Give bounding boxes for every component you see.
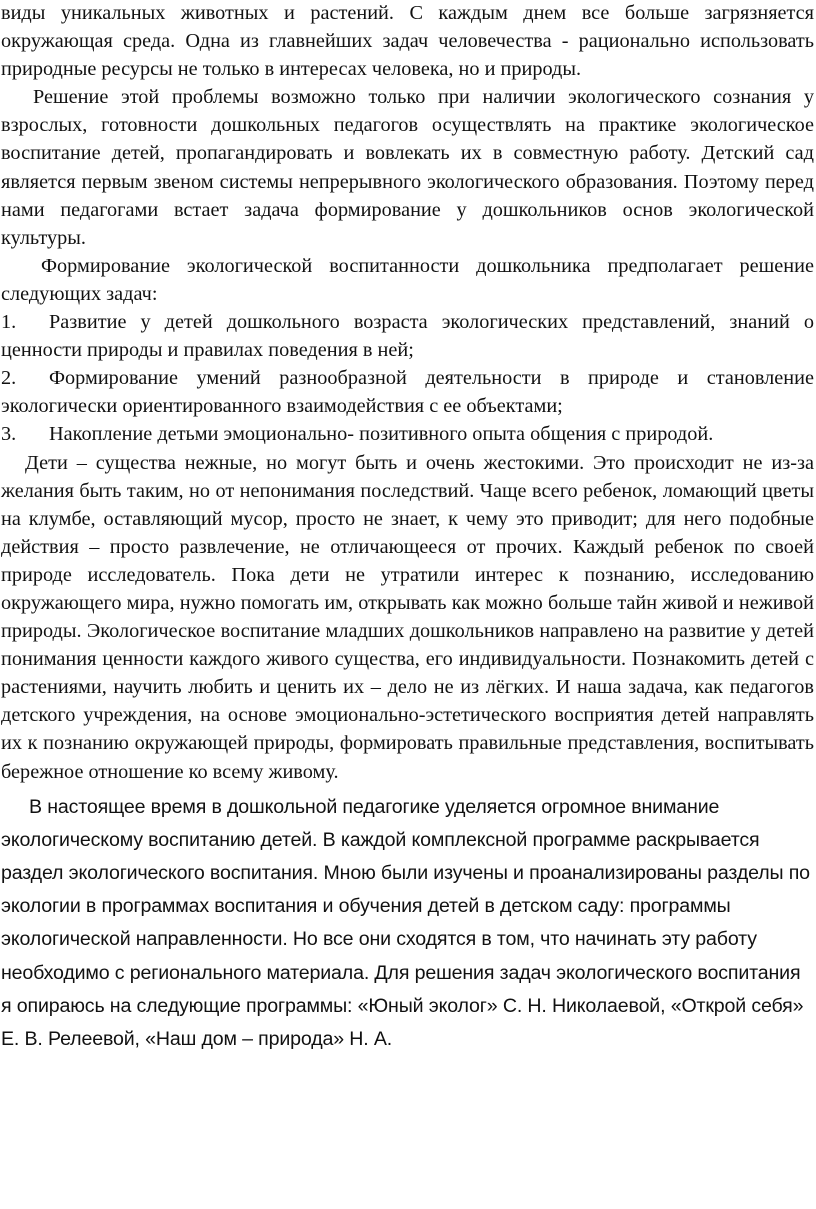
list-item-text: Формирование умений разнообразной деятельности в природе и становление экологически ориентированного взаимодействия с ее объектами; [1,367,814,418]
list-item-text: Накопление детьми эмоционально- позитивного опыта общения с природой. [49,423,714,446]
list-item-number: 2. [1,367,17,390]
paragraph-tasks-intro: Формирование экологической воспитанности дошкольника предполагает решение следующих задач: [1,254,814,305]
list-item-number: 3. [1,423,17,446]
paragraph-problem: Решение этой проблемы возможно только при наличии экологического сознания у взрослых, готовности дошкольных педагогов осуществлять на практике экологическое воспитание детей, пропагандировать и вовлекать их в совместную работу. Детский сад является первым звеном системы непрерывного экологического образования. Поэтому перед нами педагогами встает задача формирование у дошкольников основ экологической культуры. [1,86,814,249]
list-item [1,420,814,448]
paragraph-intro: виды уникальных животных и растений. С каждым днем все больше загрязняется окружающая среда. Одна из главнейших задач человечества - рационально использовать природные ресурсы не только в интересах человека, но и природы. [1,2,814,81]
list-item-number: 1. [1,311,17,334]
list-item [1,308,814,364]
paragraph-children: Дети – существа нежные, но могут быть и очень жестокими. Это происходит не из-за желания быть таким, но от непонимания последствий. Чаще всего ребенок, ломающий цветы на клумбе, оставляющий мусор, просто не знает, к чему это приводит; для него подобные действия – просто развлечение, не отличающееся от прочих. Каждый ребенок по своей природе исследователь. Пока дети не утратили интерес к познанию, исследованию окружающего мира, нужно помогать им, открывать как можно больше тайн живой и неживой природы. Экологическое воспитание младших дошкольников направлено на развитие у детей понимания ценности каждого живого существа, его индивидуальности. Познакомить детей с растениями, научить любить и ценить их – дело не из лёгких. И наша задача, как педагогов детского учреждения, на основе эмоционально-эстетического восприятия детей направлять их к познанию окружающей природы, формировать правильные представления, воспитывать бережное отношение ко всему живому. [1,451,814,783]
list-item-text: Развитие у детей дошкольного возраста экологических представлений, знаний о ценности природы и правилах поведения в ней; [1,311,814,362]
paragraph-programs: В настоящее время в дошкольной педагогике уделяется огромное внимание экологическому воспитанию детей. В каждой комплексной программе раскрывается раздел экологического воспитания. Мною были изучены и проанализированы разделы по экологии в программах воспитания и обучения детей в детском саду: программы экологической направленности. Но все они сходятся в том, что начинать эту работу необходимо с регионального материала. Для решения задач экологического воспитания я опираюсь на следующие программы: «Юный эколог» С. Н. Николаевой, «Открой себя» Е. В. Релеевой, «Наш дом – природа» Н. А. [1,795,810,1051]
tasks-list [1,308,814,448]
list-item [1,364,814,420]
